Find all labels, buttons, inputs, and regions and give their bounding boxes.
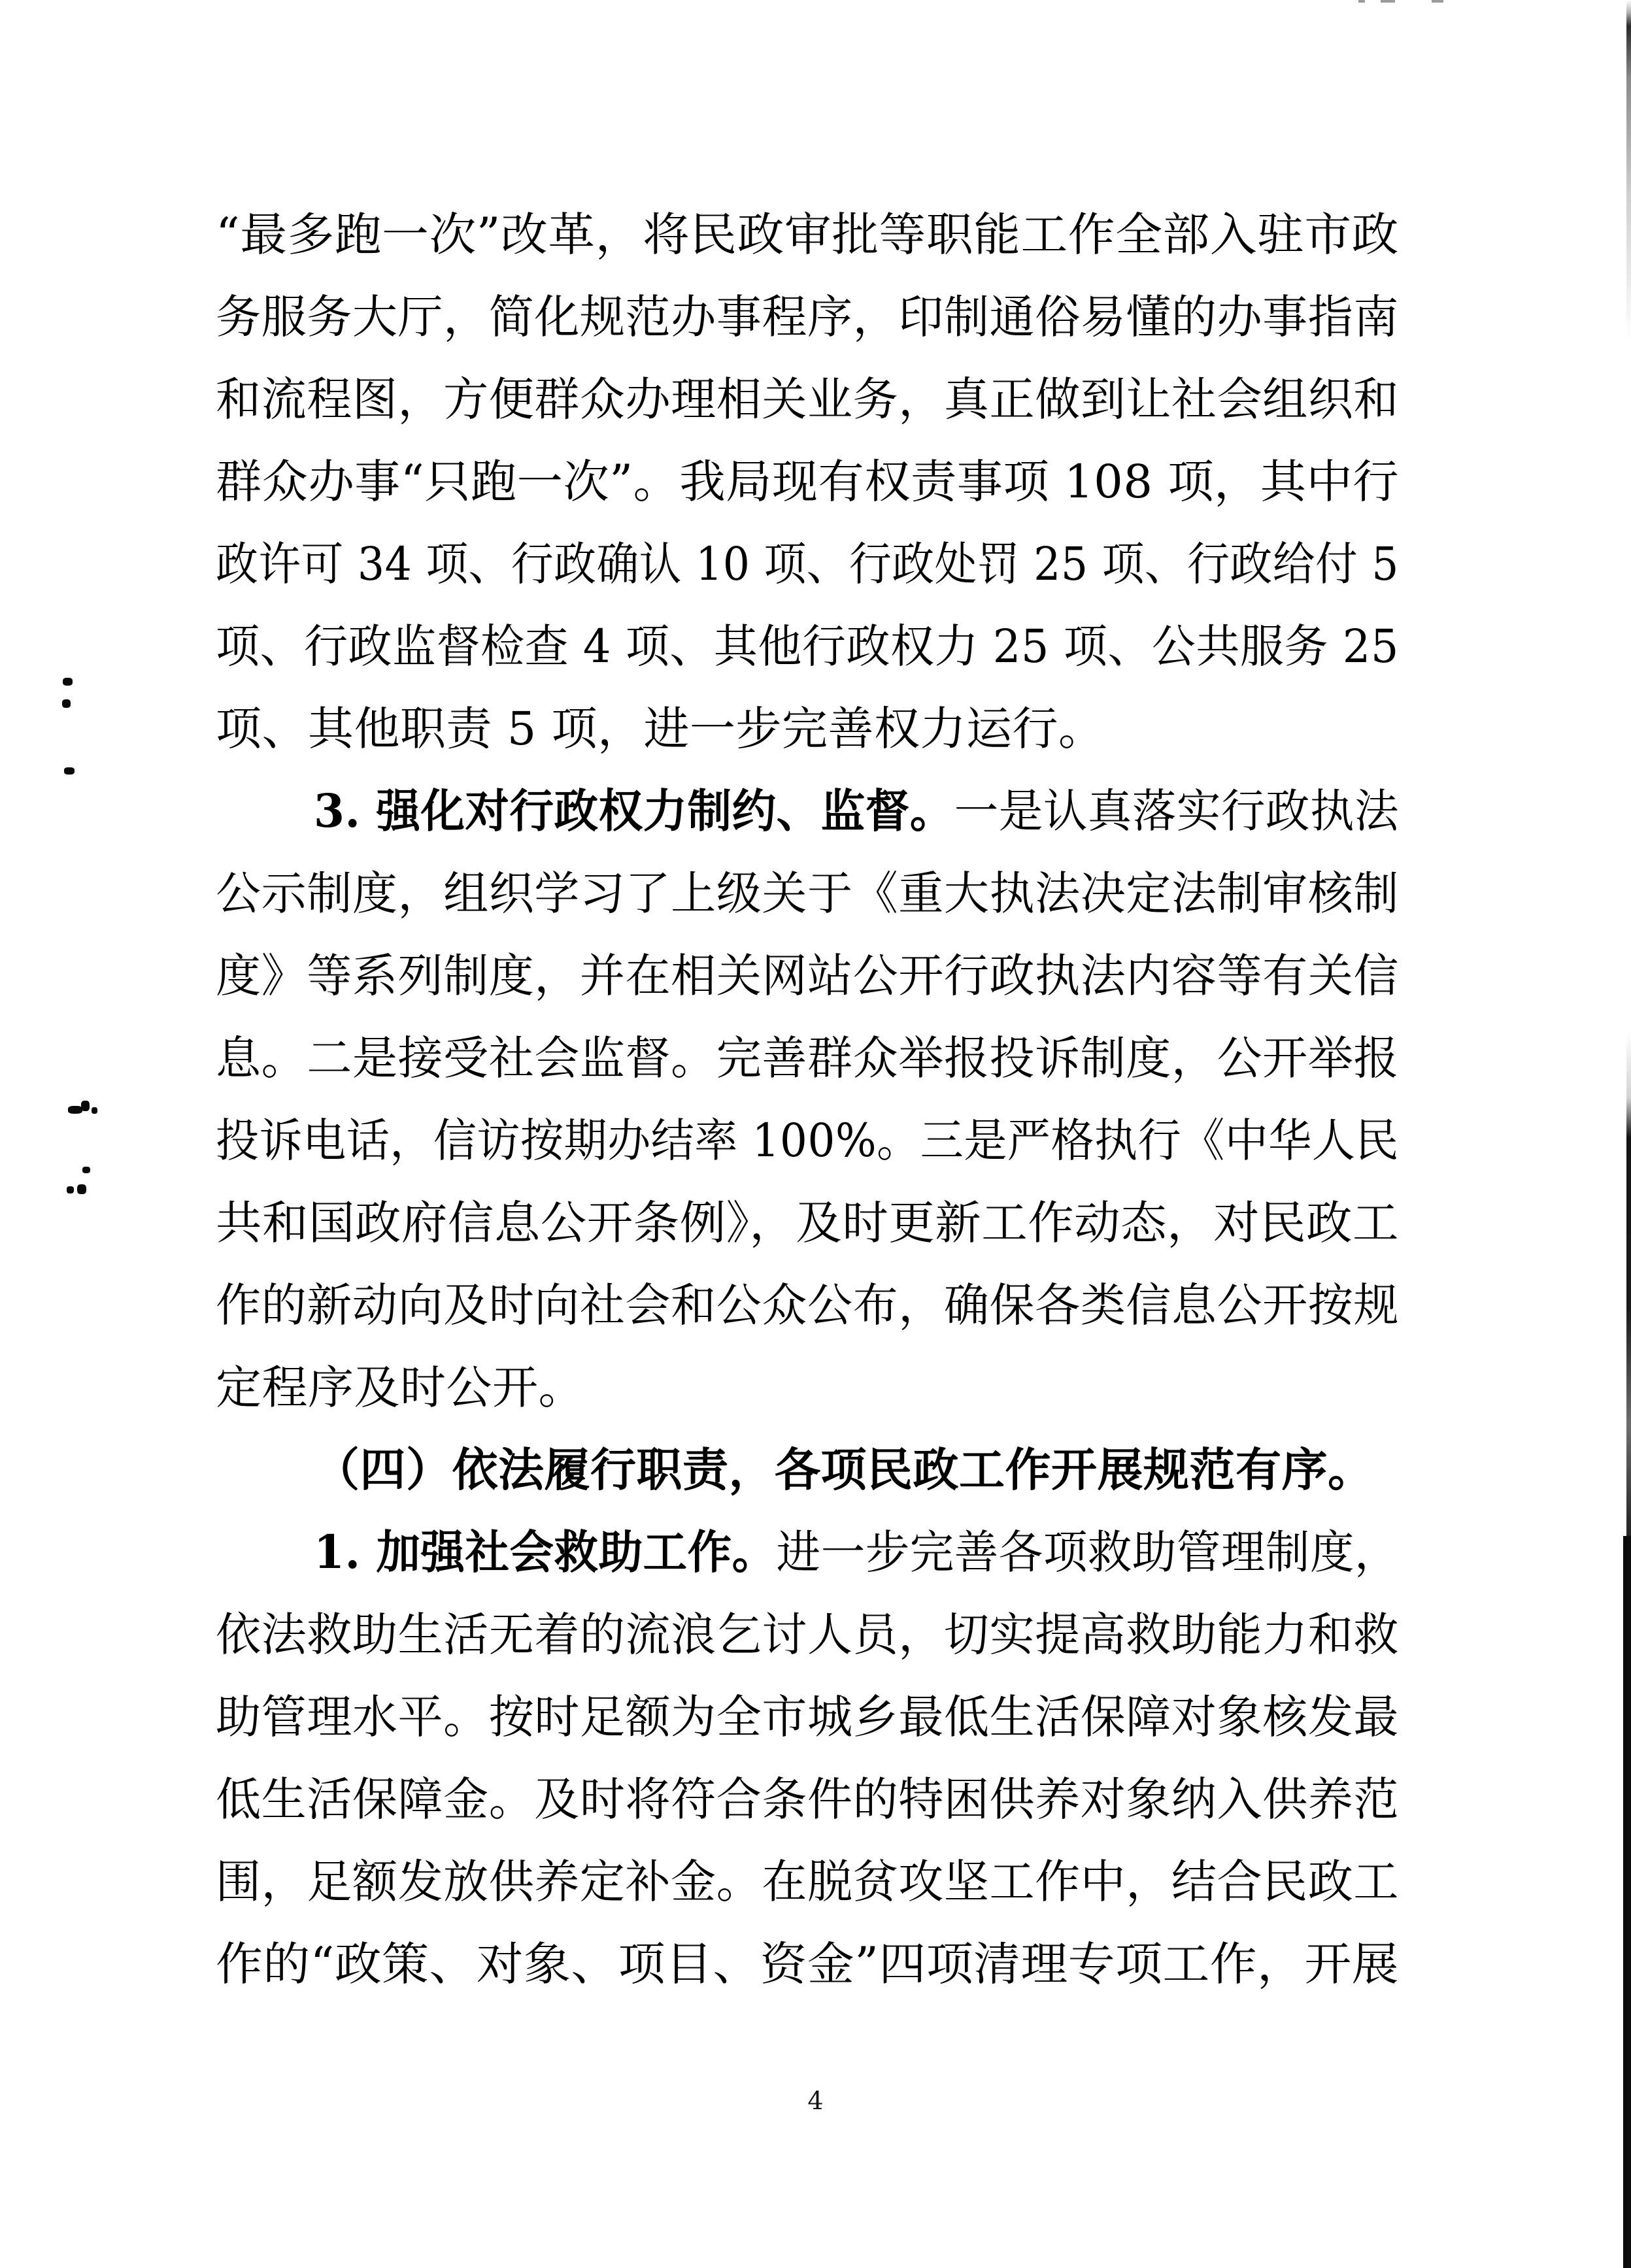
text-line (216, 441, 1399, 523)
text-line-content: 务服务大厅，简化规范办事程序，印制通俗易懂的办事指南 (216, 290, 1399, 344)
text-line-content: 项、行政监督检查 4 项、其他行政权力 25 项、公共服务 25 (216, 620, 1399, 673)
ink-speck (62, 699, 71, 708)
text-line-content: 低生活保障金。及时将符合条件的特困供养对象纳入供养范 (216, 1773, 1399, 1826)
text-line (216, 852, 1399, 935)
text-line (216, 523, 1399, 605)
ink-speck (81, 1101, 90, 1111)
text-line-content: 作的“政策、对象、项目、资金”四项清理专项工作，开展 (216, 1937, 1399, 1991)
ink-speck (67, 1186, 74, 1193)
text-line (216, 1346, 1399, 1429)
text-line-content: 助管理水平。按时足额为全市城乡最低生活保障对象核发最 (216, 1690, 1399, 1744)
text-line-content: “最多跑一次”改革，将民政审批等职能工作全部入驻市政 (216, 208, 1399, 261)
text-line-content: 作的新动向及时向社会和公众公布，确保各类信息公开按规 (216, 1278, 1399, 1332)
text-line (216, 276, 1399, 358)
ink-speck (77, 1184, 86, 1194)
text-line (216, 1511, 1399, 1593)
text-line (216, 1676, 1399, 1758)
text-line-content: 围，足额发放供养定补金。在脱贫攻坚工作中，结合民政工 (216, 1855, 1399, 1909)
text-line-content: 度》等系列制度，并在相关网站公开行政执法内容等有关信 (216, 949, 1399, 1003)
text-line-content: 投诉电话，信访按期办结率 100%。三是严格执行《中华人民 (216, 1114, 1399, 1167)
text-line-content: 公示制度，组织学习了上级关于《重大执法决定法制审核制 (216, 867, 1399, 920)
text-line (216, 1099, 1399, 1182)
register-mark (1381, 0, 1395, 3)
text-line (216, 1841, 1399, 1923)
text-line (216, 193, 1399, 276)
text-line (216, 1758, 1399, 1841)
ink-speck (92, 1107, 97, 1114)
text-line (216, 358, 1399, 441)
ink-speck (64, 767, 75, 775)
text-line-content: 项、其他职责 5 项，进一步完善权力运行。 (216, 702, 1105, 756)
text-line-content: 定程序及时公开。 (216, 1361, 584, 1414)
register-mark (1358, 0, 1365, 3)
section-heading-run: 3. 强化对行政权力制约、监督。 (314, 784, 954, 838)
text-line (216, 1923, 1399, 2005)
text-line (216, 1429, 1399, 1511)
scan-edge-artifact-lower (1623, 1536, 1631, 2268)
ink-speck (63, 678, 73, 686)
text-line (216, 1017, 1399, 1099)
text-line-content: 依法救助生活无着的流浪乞讨人员，切实提高救助能力和救 (216, 1608, 1399, 1661)
register-mark (1432, 0, 1443, 3)
text-line (216, 1593, 1399, 1676)
text-line-content: 3. 强化对行政权力制约、监督。一是认真落实行政执法 (314, 784, 1399, 838)
text-line (216, 770, 1399, 852)
text-line-content: 1. 加强社会救助工作。进一步完善各项救助管理制度， (314, 1525, 1399, 1579)
text-line-content: 息。二是接受社会监督。完善群众举报投诉制度，公开举报 (216, 1031, 1399, 1085)
text-line (216, 688, 1399, 770)
text-line (216, 1264, 1399, 1346)
text-line-content: （四）依法履行职责，各项民政工作开展规范有序。 (314, 1443, 1374, 1497)
text-line (216, 935, 1399, 1017)
text-line-content: 群众办事“只跑一次”。我局现有权责事项 108 项，其中行 (216, 455, 1399, 509)
text-line-content: 政许可 34 项、行政确认 10 项、行政处罚 25 项、行政给付 5 (216, 537, 1399, 591)
ink-speck (68, 1106, 82, 1114)
text-line-content: 共和国政府信息公开条例》，及时更新工作动态，对民政工 (216, 1196, 1399, 1250)
document-body-text (216, 193, 1399, 2005)
text-line (216, 605, 1399, 688)
page-number: 4 (807, 2086, 824, 2115)
ink-speck (82, 1167, 90, 1173)
text-line (216, 1182, 1399, 1264)
text-line-content: 和流程图，方便群众办理相关业务，真正做到让社会组织和 (216, 373, 1399, 426)
section-heading-run: 1. 加强社会救助工作。 (314, 1525, 777, 1579)
